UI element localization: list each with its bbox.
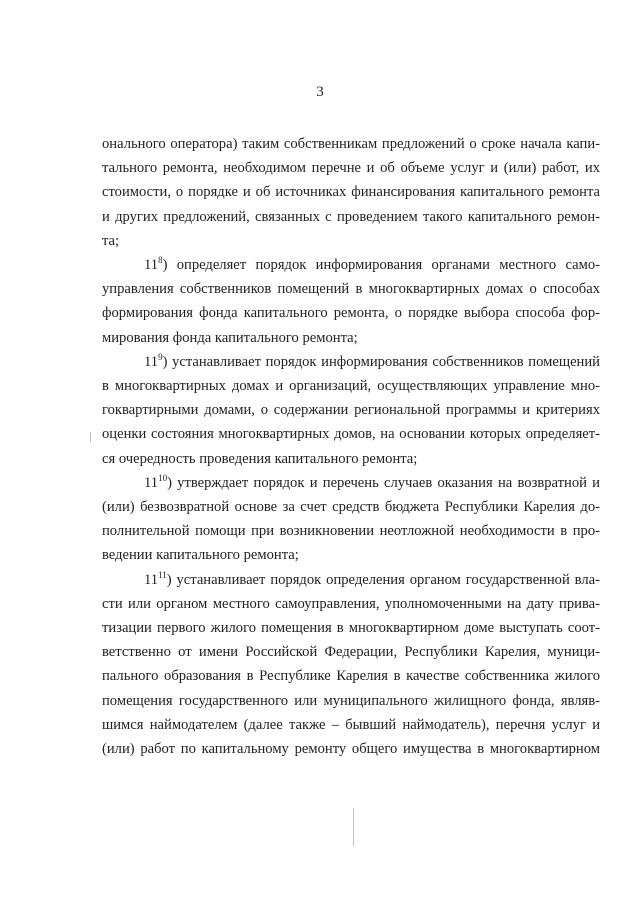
paragraph-item-11-8 [102, 253, 600, 350]
paragraph-continuation [102, 132, 600, 253]
text-line: та; [102, 232, 120, 249]
item-number: $11^{10}$ [144, 472, 168, 491]
text-line: тизации первого жилого помещения в многоквартирном доме выступать соот- [102, 620, 600, 637]
paragraph-item-11-11 [102, 568, 600, 762]
text-line [102, 471, 600, 495]
text-line [102, 350, 600, 374]
text-line: ветственно от имени Российской Федерации, Республики Карелия, муници- [102, 644, 600, 661]
item-first-line-text: ) определяет порядок информирования органами местного само- [162, 257, 600, 274]
item-number: $11^8$ [144, 255, 163, 274]
text-line: управления собственников помещений в многоквартирных домах о способах [102, 281, 600, 298]
text-line: шимся наймодателем (далее также – бывший наймодатель), перечня услуг и [102, 716, 600, 733]
text-line: мирования фонда капитального ремонта; [102, 329, 358, 346]
text-line: сти или органом местного самоуправления, уполномоченными на дату прива- [102, 595, 600, 612]
text-line: тального ремонта, необходимом перечне и об объеме услуг и (или) работ, их [102, 160, 600, 177]
text-line [102, 253, 600, 277]
text-line: помещения государственного или муниципального жилищного фонда, являв- [102, 692, 600, 709]
text-line: (или) работ по капитальному ремонту общего имущества в многоквартирном [102, 741, 600, 758]
text-line: оценки состояния многоквартирных домов, на основании которых определяет- [102, 426, 600, 443]
item-number: $11^{11}$ [144, 569, 167, 588]
paragraph-item-11-9 [102, 350, 600, 471]
text-line: ся очередность проведения капитального ремонта; [102, 450, 418, 467]
text-line: пального образования в Республике Карелия в качестве собственника жилого [102, 668, 600, 685]
page-number: 3 [316, 84, 324, 100]
text-line [102, 568, 600, 592]
item-number: $11^9$ [144, 351, 163, 370]
paragraph-item-11-10 [102, 471, 600, 568]
scan-artifact [90, 432, 91, 442]
text-line: и других предложений, связанных с проведением такого капитального ремон- [102, 208, 600, 225]
text-line: в многоквартирных домах и организаций, осуществляющих управление мно- [102, 378, 600, 395]
text-line: гоквартирными домами, о содержании региональной программы и критериях [102, 402, 600, 419]
text-line: онального оператора) таким собственникам предложений о сроке начала капи- [102, 136, 600, 152]
item-first-line-text: ) утверждает порядок и перечень случаев оказания на возвратной и [167, 474, 600, 491]
text-line: (или) безвозвратной основе за счет средств бюджета Республики Карелия до- [102, 499, 600, 516]
body-text [102, 132, 600, 761]
item-first-line-text: ) устанавливает порядок определения органом государственной вла- [166, 571, 600, 588]
item-first-line-text: ) устанавливает порядок информирования собственников помещений [162, 353, 600, 370]
text-line: ведении капитального ремонта; [102, 547, 299, 564]
scan-artifact [353, 808, 354, 846]
text-line: полнительной помощи при возникновении неотложной необходимости в про- [102, 523, 600, 540]
text-line: формирования фонда капитального ремонта, о порядке выбора способа фор- [102, 305, 600, 322]
text-line: стоимости, о порядке и об источниках финансирования капитального ремонта [102, 184, 600, 201]
